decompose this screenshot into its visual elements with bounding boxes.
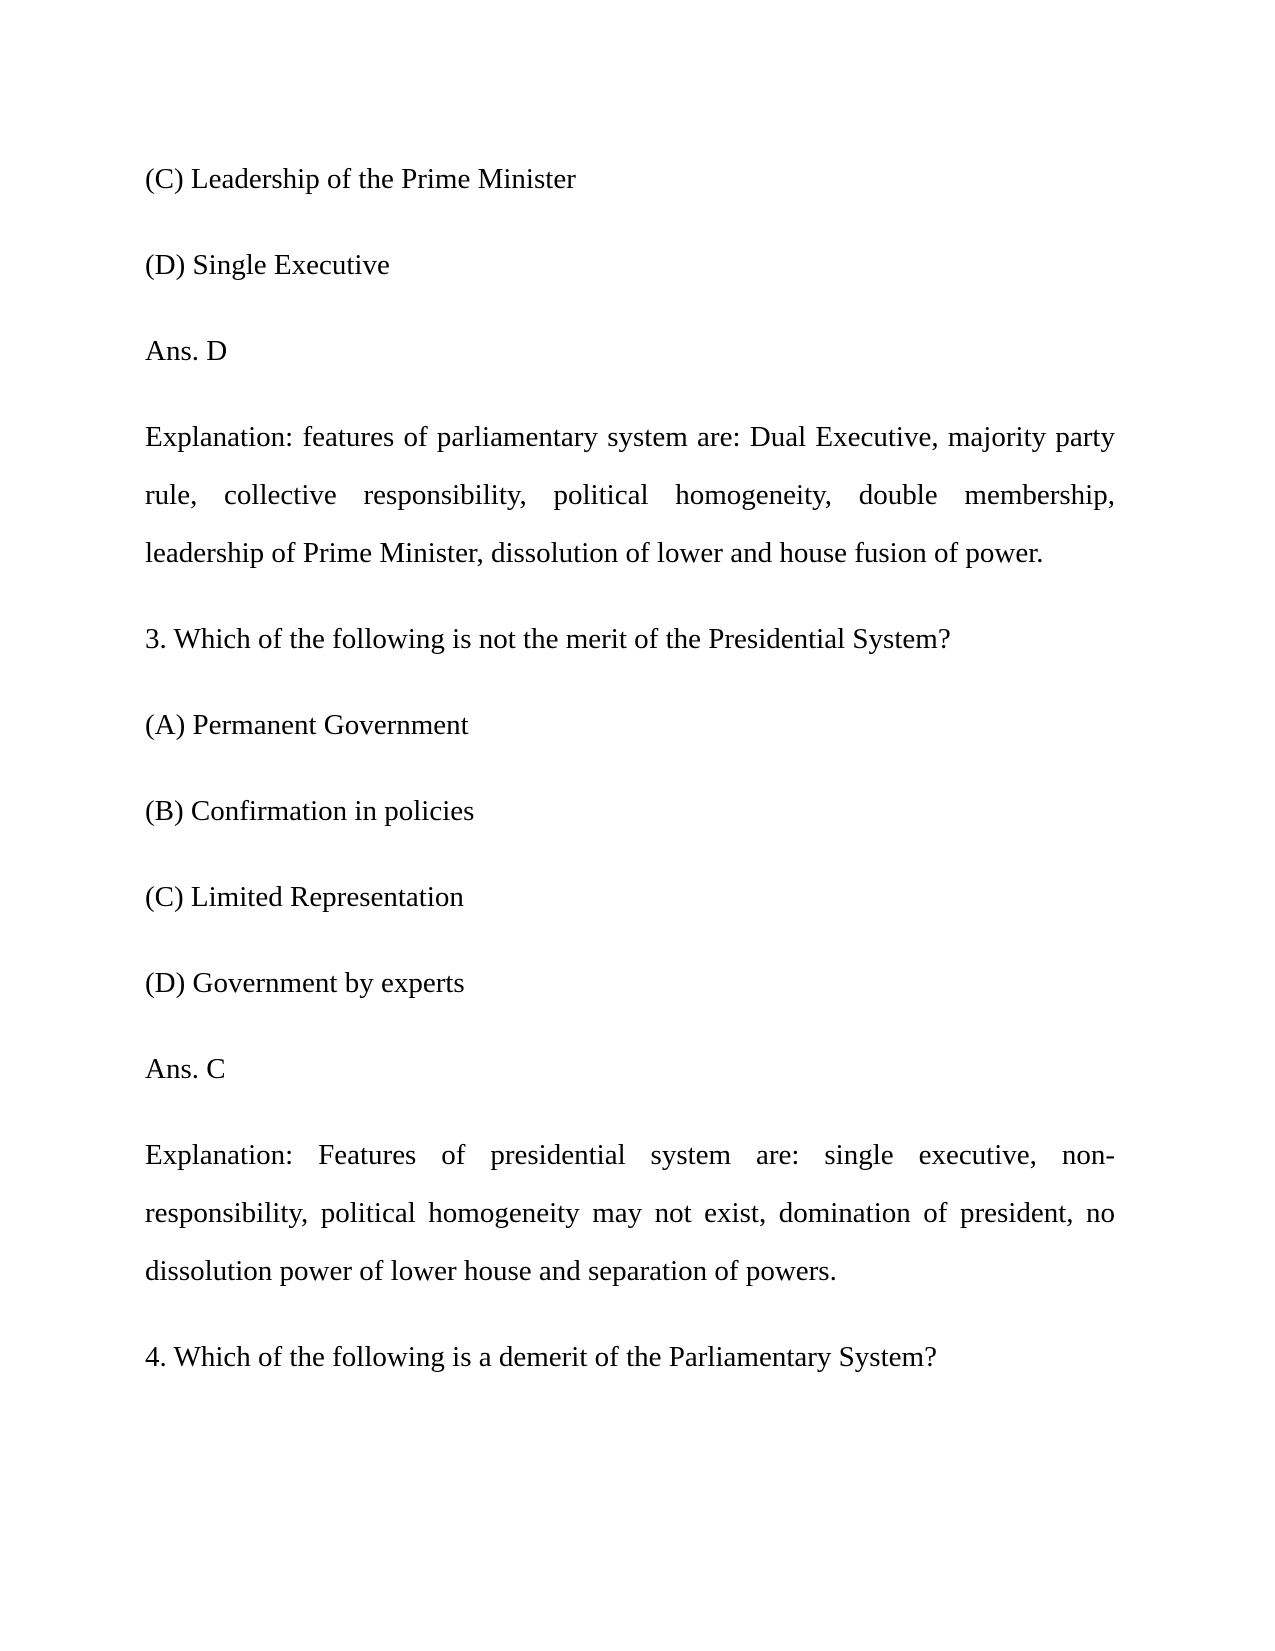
answer-line-q3: Ans. C: [145, 1053, 226, 1085]
option-line-d-q3: (D) Government by experts: [145, 967, 465, 999]
explanation-paragraph-q3: Explanation: Features of presidential system are: single executive, non-responsibility, political homogeneity may not exist, domination of president, no dissolution power of lower house and separation of powers.: [145, 1139, 1115, 1287]
option-line-a-q3: (A) Permanent Government: [145, 709, 469, 741]
question-line-q4: 4. Which of the following is a demerit of the Parliamentary System?: [145, 1341, 937, 1373]
question-line-q3: 3. Which of the following is not the merit of the Presidential System?: [145, 623, 951, 655]
option-line-d-q2: (D) Single Executive: [145, 249, 390, 281]
explanation-paragraph-q2: Explanation: features of parliamentary system are: Dual Executive, majority party rule, collective responsibility, political homogeneity, double membership, leadership of Prime Minister, dissolution of lower and house fusion of power.: [145, 421, 1115, 569]
option-line-c-q3: (C) Limited Representation: [145, 881, 464, 913]
option-line-b-q3: (B) Confirmation in policies: [145, 795, 475, 827]
option-line-c-q2: (C) Leadership of the Prime Minister: [145, 163, 576, 195]
answer-line-q2: Ans. D: [145, 335, 228, 367]
